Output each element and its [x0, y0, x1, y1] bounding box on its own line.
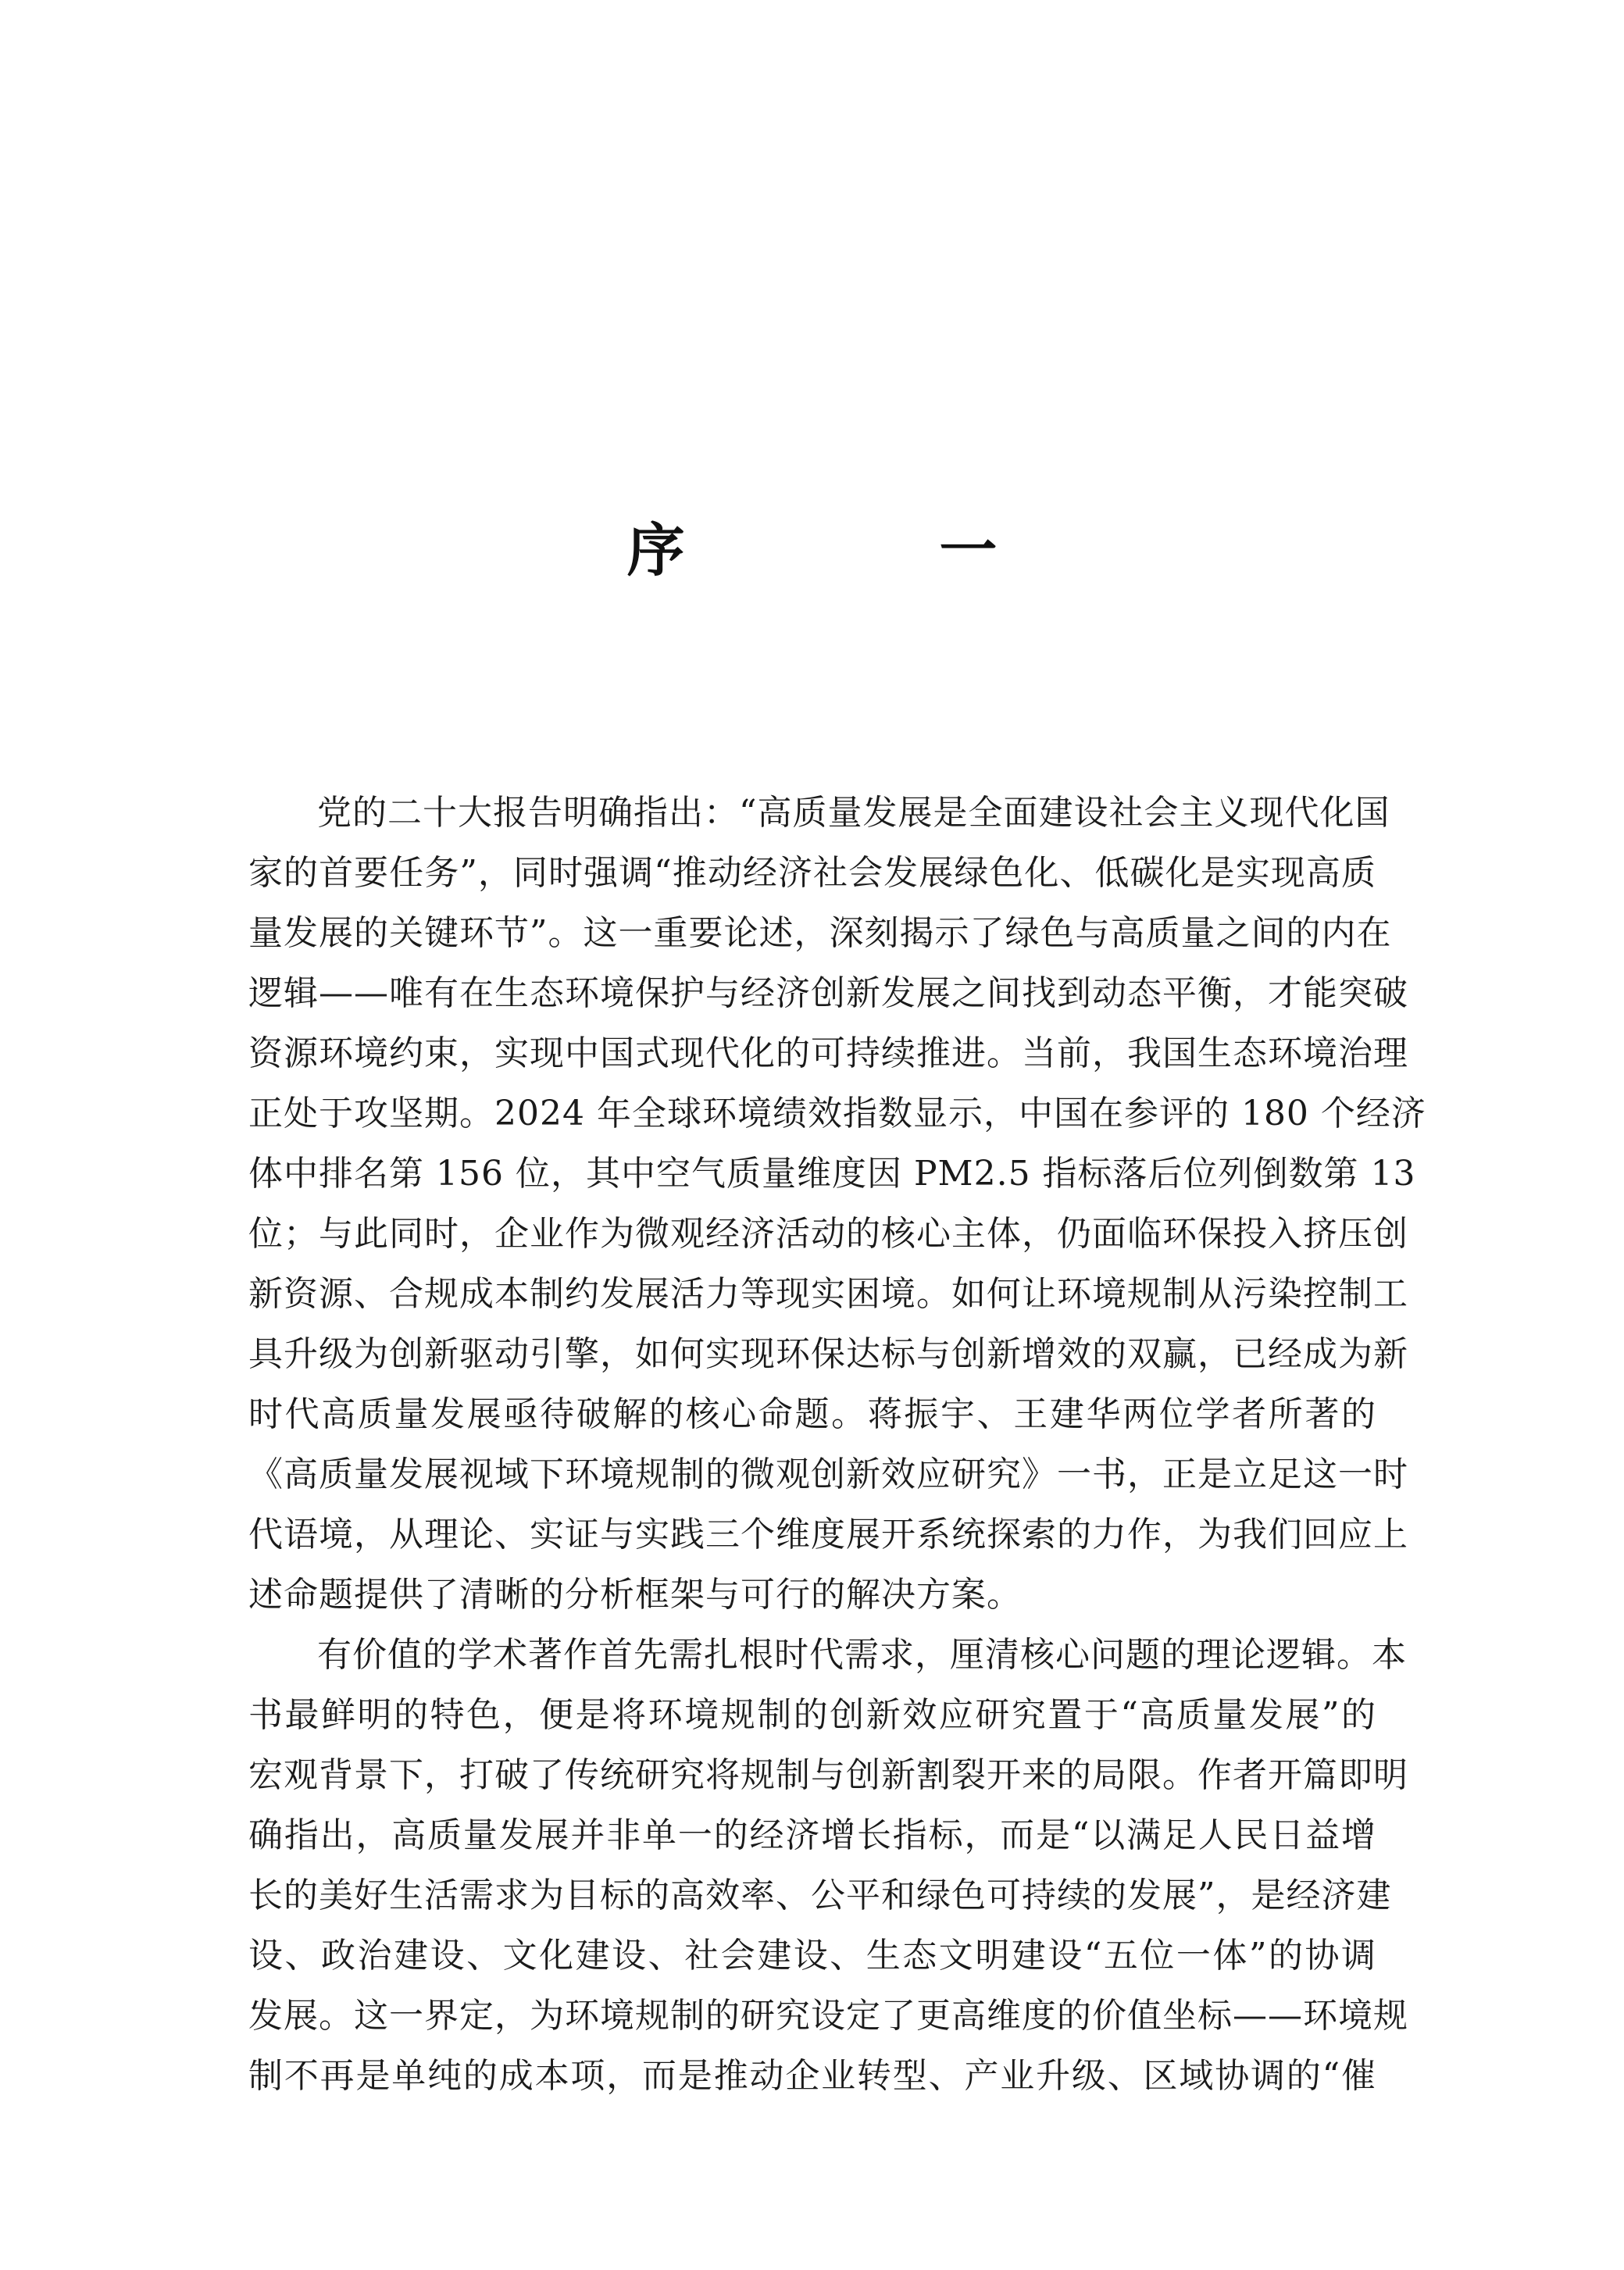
- paragraph-1-line: 资源环境约束，实现中国式现代化的可持续推进。当前，我国生态环境治理: [248, 1033, 1408, 1073]
- paragraph-1-line: 体中排名第 156 位，其中空气质量维度因 PM2.5 指标落后位列倒数第 13: [248, 1154, 1416, 1194]
- paragraph-1-line: 具升级为创新驱动引擎，如何实现环保达标与创新增效的双赢，已经成为新: [248, 1334, 1408, 1374]
- paragraph-2-line: 有价值的学术著作首先需扎根时代需求，厘清核心问题的理论逻辑。本: [317, 1635, 1407, 1675]
- paragraph-2-line: 设、政治建设、文化建设、社会建设、生态文明建设“五位一体”的协调: [248, 1936, 1376, 1976]
- paragraph-1-line: 党的二十大报告明确指出：“高质量发展是全面建设社会主义现代化国: [317, 793, 1390, 833]
- paragraph-1-line: 逻辑——唯有在生态环境保护与经济创新发展之间找到动态平衡，才能突破: [248, 973, 1408, 1013]
- paragraph-1-line: 代语境，从理论、实证与实践三个维度展开系统探索的力作，为我们回应上: [248, 1515, 1408, 1554]
- paragraph-2-line: 书最鲜明的特色，便是将环境规制的创新效应研究置于“高质量发展”的: [248, 1695, 1376, 1735]
- paragraph-1-line: 述命题提供了清晰的分析框架与可行的解决方案。: [248, 1575, 1022, 1615]
- paragraph-1-line: 家的首要任务”，同时强调“推动经济社会发展绿色化、低碳化是实现高质: [248, 853, 1376, 893]
- paragraph-1-line: 时代高质量发展亟待破解的核心命题。蒋振宇、王建华两位学者所著的: [248, 1394, 1376, 1434]
- paragraph-1-line: 新资源、合规成本制约发展活力等现实困境。如何让环境规制从污染控制工: [248, 1274, 1408, 1314]
- paragraph-1-line: 位；与此同时，企业作为微观经济活动的核心主体，仍面临环保投入挤压创: [248, 1214, 1408, 1254]
- paragraph-2-line: 制不再是单纯的成本项，而是推动企业转型、产业升级、区域协调的“催: [248, 2056, 1376, 2096]
- page-title: 序 一: [626, 517, 1115, 584]
- paragraph-1-line: 量发展的关键环节”。这一重要论述，深刻揭示了绿色与高质量之间的内在: [248, 913, 1392, 953]
- body-text: [248, 783, 1426, 2106]
- paragraph-2-line: 长的美好生活需求为目标的高效率、公平和绿色可持续的发展”，是经济建: [248, 1876, 1392, 1915]
- paragraph-1-line: 正处于攻坚期。2024 年全球环境绩效指数显示，中国在参评的 180 个经济: [248, 1094, 1426, 1133]
- paragraph-1-line: 《高质量发展视域下环境规制的微观创新效应研究》一书，正是立足这一时: [248, 1454, 1408, 1494]
- paragraph-2-line: 确指出，高质量发展并非单一的经济增长指标，而是“以满足人民日益增: [248, 1815, 1376, 1855]
- paragraph-2-line: 发展。这一界定，为环境规制的研究设定了更高维度的价值坐标——环境规: [248, 1996, 1408, 2036]
- paragraph-2-line: 宏观背景下，打破了传统研究将规制与创新割裂开来的局限。作者开篇即明: [248, 1755, 1408, 1795]
